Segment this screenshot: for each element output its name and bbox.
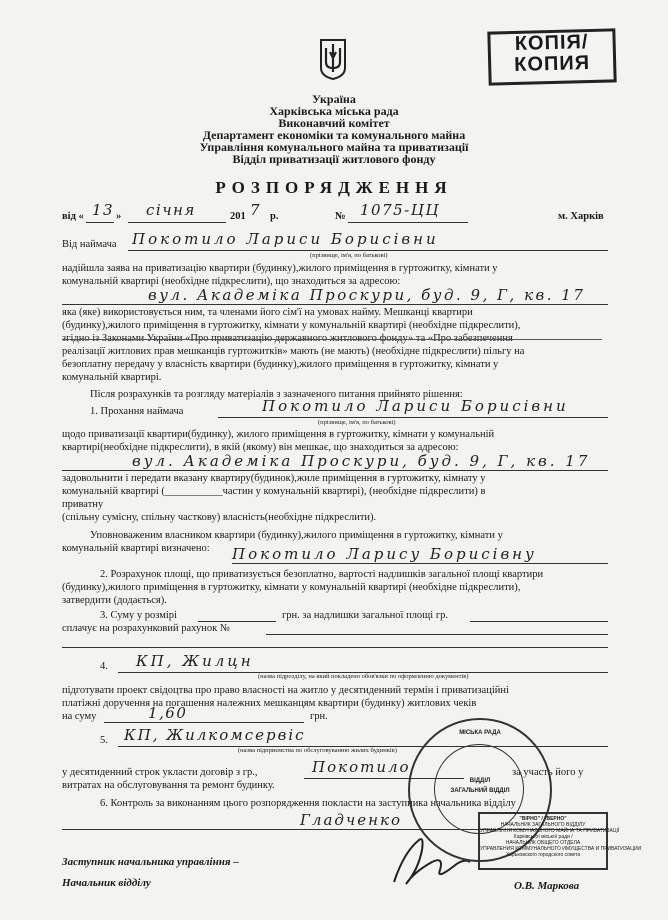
p2-line-2: (будинку),жилого приміщення в гуртожитку, кімнати у комунальній квартирі (необхідне підкреслити),: [62, 320, 521, 331]
item3-text: грн. за надлишки загальної площі гр.: [282, 610, 448, 621]
rect-stamp-line-7: Харьковского городского совета: [505, 852, 581, 858]
seal-mid-text-2: ЗАГАЛЬНИЙ ВІДДІЛ: [450, 788, 510, 794]
p7-unit: грн.: [310, 711, 328, 722]
header-line-division: Відділ приватизації житлового фонду: [232, 152, 436, 166]
item2-line-1: 2. Розрахунок площі, що приватизується безоплатно, вартості надлишків загальної площі квартири: [100, 569, 544, 580]
p6-line-1: Уповноваженим власником квартири (будинку),жилого приміщення в гуртожитку, кімнати у: [90, 530, 503, 541]
item4-label: 4.: [100, 661, 108, 672]
certified-copy-stamp: [478, 812, 642, 870]
p5-line-2: комунальній квартирі (___________частин у комунальній квартирі), (необхідне підкреслити) в: [62, 486, 486, 497]
p7-line-2: платіжні доручення на погашення належних мешканцям квартири (будинку) житлових чеків: [62, 698, 477, 709]
order-number: 1075-ЦЦ: [360, 201, 440, 219]
item5-caption: (назва підприємства по обслуговуванню жилих будинків): [238, 747, 397, 754]
item3-label: 3. Суму у розмірі: [100, 610, 177, 621]
owner-name: Покотило Ларису Борисівну: [232, 545, 537, 563]
header-line-directorate: Управління комунального майна та приватизації: [199, 140, 469, 154]
signatory-title-1: Заступник начальника управління –: [62, 856, 239, 868]
item4-value: КП, Жилцн: [136, 652, 254, 670]
item2-line-3: затвердити (додається).: [62, 595, 167, 606]
date-year-digit: 7: [250, 201, 262, 219]
rect-stamp-line-6: УПРАВЛЕНИЯ КОММУНАЛЬНОГО ИМУЩЕСТВА И ПРИВАТИЗАЦИИ: [480, 846, 642, 852]
date-year-prefix: 201: [230, 211, 246, 222]
p5-line-1: задовольнити і передати вказану квартиру(будинок),жиле приміщення в гуртожитку, кімнату у: [62, 473, 486, 484]
p4-line-2: квартирі(необхідне підкреслити), в якій (якому) він мешкає, що знаходиться за адресою:: [62, 442, 459, 453]
p7-line-3-label: на суму: [62, 711, 97, 722]
signatory-title-2: Начальник відділу: [62, 877, 151, 889]
rect-stamp-line-2: НАЧАЛЬНИК ЗАГАЛЬНОГО ВІДДІЛУ: [500, 822, 586, 828]
p2-line-4: реалізації житлових прав мешканців гуртожитків» мають (не мають) (необхідне підкреслити) пільгу на: [62, 346, 525, 357]
p7-line-1: підготувати проект свідоцтва про право власності на житло у десятиденний термін і приватизаційні: [62, 685, 509, 696]
copy-stamp-line-1: КОПІЯ/: [514, 31, 589, 55]
p2-line-6: комунальній квартирі.: [62, 372, 162, 383]
document-title: РОЗПОРЯДЖЕННЯ: [215, 178, 453, 197]
p8-line-1-end: за участь його у: [512, 767, 584, 778]
tenant-name-caption: (прізвище, ім'я, по батькові): [310, 252, 388, 259]
header-line-country: Україна: [312, 92, 356, 106]
p5-line-4: (спільну сумісну, спільну часткову) власність(необхідне підкреслити).: [62, 512, 377, 523]
date-from-label: від «: [62, 211, 84, 222]
seal-mid-text-1: ВІДДІЛ: [469, 778, 491, 784]
copy-stamp: [487, 28, 616, 85]
item5-value: КП, Жилкомсервіс: [124, 726, 306, 744]
p8-name: Покотило: [312, 758, 411, 776]
p3: Після розрахунків та розгляду матеріалів з зазначеного питання прийнято рішення:: [90, 389, 463, 400]
rect-stamp-line-4: Харківської міської ради /: [513, 834, 573, 840]
header-line-committee: Виконавчий комітет: [278, 116, 390, 130]
date-day: 13: [92, 201, 115, 219]
header-line-council: Харківська міська рада: [269, 104, 399, 118]
address: вул. Академіка Проскури, буд. 9, Г, кв. 17: [148, 286, 586, 304]
p6-line-2: комунальній квартирі визначено:: [62, 543, 210, 554]
rect-stamp-line-3: УПРАВЛІННЯ КОМУНАЛЬНОГО МАЙНА ТА ПРИВАТИЗАЦІЇ: [480, 828, 620, 834]
item1-name: Покотило Лариси Борисівни: [262, 397, 569, 415]
rect-stamp-line-1: "ВІРНО" / "ВЕРНО": [519, 816, 567, 822]
date-year-suffix: р.: [270, 211, 279, 222]
signer-name: О.В. Маркова: [514, 880, 580, 892]
item4-caption: (назва підрозділу, на який покладено обов'язки по оформленню документів): [258, 673, 469, 680]
seal-top-text: МІСЬКА РАДА: [459, 730, 501, 736]
item1-caption: (прізвище, ім'я, по батькові): [318, 419, 396, 426]
p1-line-2: комунальній квартирі (необхідне підкреслити), що знаходиться за адресою:: [62, 276, 401, 287]
p4-line-1: щодо приватизації квартири(будинку), жилого приміщення в гуртожитку, кімнати у комунальній: [62, 429, 495, 440]
item2-line-2: (будинку),жилого приміщення в гуртожитку, кімнати у комунальній квартирі (необхідне підкреслити),: [62, 582, 521, 593]
tenant-label: Від наймача: [62, 239, 117, 250]
p2-line-1: яка (яке) використовується ним, та членами його сім'ї на умовах найму. Мешканці квартири: [62, 307, 473, 318]
tenant-name: Покотило Лариси Борисівни: [132, 230, 439, 248]
date-month: січня: [146, 201, 196, 219]
control-name: Гладченко: [300, 811, 403, 829]
p8-line-1-start: у десятиденний строк укласти договір з гр.,: [62, 767, 258, 778]
item3-account: сплачує на розрахунковий рахунок №: [62, 623, 230, 634]
address-2: вул. Академіка Проскури, буд. 9, Г, кв. 17: [132, 452, 591, 470]
cheques-sum: 1,60: [148, 704, 188, 722]
rect-stamp-line-5: НАЧАЛЬНИК ОБЩЕГО ОТДЕЛА: [505, 840, 581, 846]
item1-label: 1. Прохання наймача: [90, 406, 184, 417]
copy-stamp-line-2: КОПИЯ: [513, 52, 591, 76]
p8-line-2: витратах на обслуговування та ремонт будинку.: [62, 780, 275, 791]
trident-emblem-icon: [318, 38, 348, 85]
item6: 6. Контроль за виконанням цього розпорядження покласти на заступника начальника відділу: [100, 798, 516, 809]
city: м. Харків: [558, 211, 604, 222]
item5-label: 5.: [100, 735, 108, 746]
date-mid: »: [116, 211, 122, 222]
p2-line-3: згідно із Законами України «Про приватизацію державного житлового фонду» та «Про забезпечення: [62, 333, 513, 344]
p5-line-3: приватну: [62, 499, 104, 510]
number-label: №: [335, 211, 346, 222]
header-line-department: Департамент економіки та комунального майна: [202, 128, 466, 142]
p2-line-5: безоплатну передачу у власність квартири (будинку),жилого приміщення в гуртожитку, кімнати у: [62, 359, 499, 370]
p1-line-1: надійшла заява на приватизацію квартири (будинку),жилого приміщення в гуртожитку, кімнати у: [62, 263, 498, 274]
